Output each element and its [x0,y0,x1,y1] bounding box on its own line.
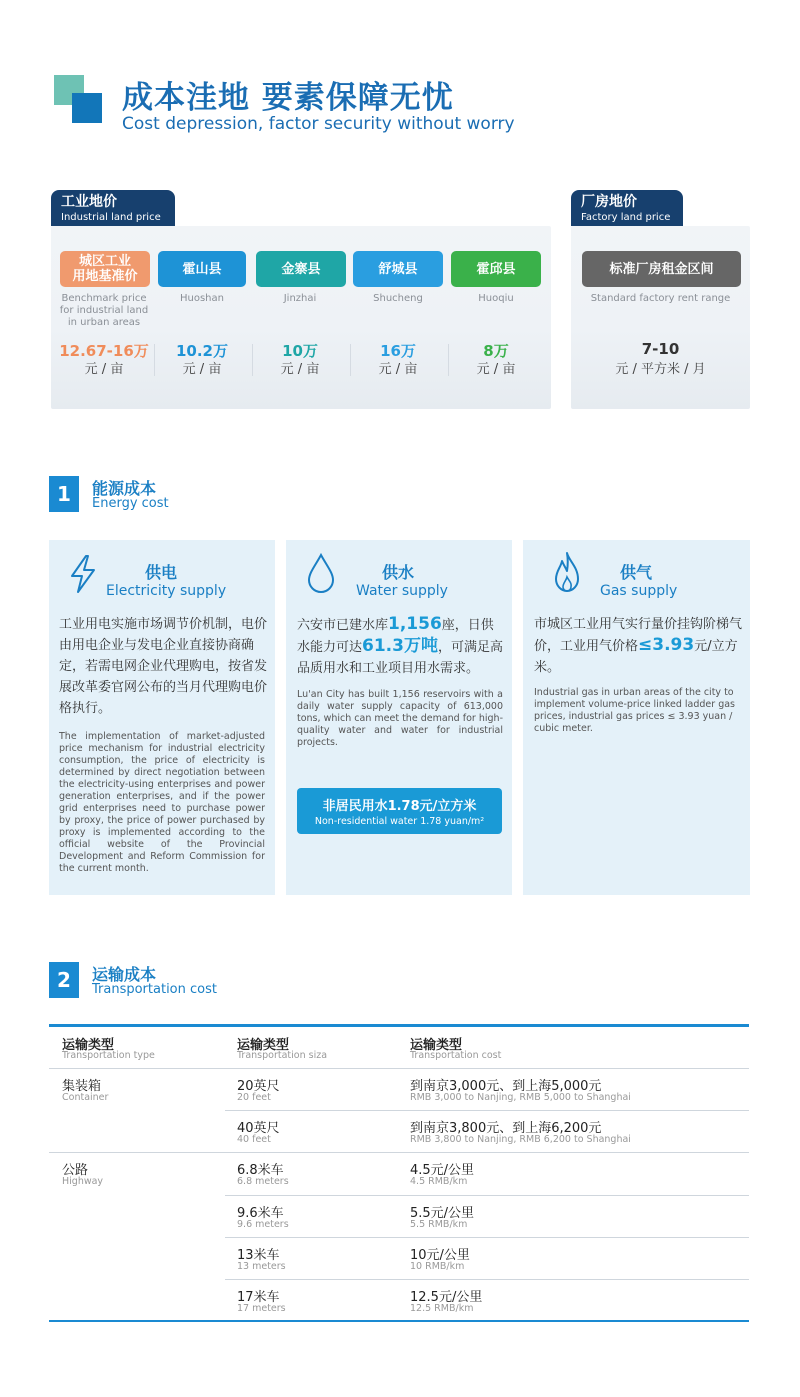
electricity-text-en: The implementation of market-adjusted price mechanism for industrial electricity consumption, the price of electricity is determined by direct negotiation between the electricity-using enterprises and power generation enterprises, and if the power grid enterprises need to purchase power by proxy, the price of power purchased by proxy is implemented according to the official website of the Provincial Development and Reform Commission for the current month. [59,731,265,874]
water-text-a: 六安市已建水库 [297,618,389,633]
transport-cost-en: RMB 3,800 to Nanjing, RMB 6,200 to Shanghai [410,1134,631,1145]
transport-size-cn: 40英尺 [237,1121,280,1136]
table-header-cn: 运输类型 [62,1038,115,1053]
industrial-land-tag-en: Industrial land price [61,212,161,223]
table-row-divider [225,1279,749,1280]
land-divider [252,344,253,376]
transport-title: 运输成本 [92,965,157,984]
land-area-label: Huoshan [180,293,224,304]
transport-size-cn: 9.6米车 [237,1206,284,1221]
transport-size-en: 13 meters [237,1261,286,1272]
transport-size-en: 20 feet [237,1092,271,1103]
water-title: 供水 [382,563,415,582]
factory-rent-box: 标准厂房租金区间 [582,251,741,287]
transport-size-cn: 17米车 [237,1290,280,1305]
land-area-box: 舒城县 [353,251,443,287]
water-price-badge [297,788,502,834]
water-subtitle: Water supply [356,583,448,599]
land-area-box: 城区工业 用地基准价 [60,251,150,287]
table-row-divider [49,1068,749,1069]
water-capacity: 61.3万吨 [362,636,438,656]
factory-land-tag-cn: 厂房地价 [581,194,637,210]
transport-size-cn: 20英尺 [237,1079,280,1094]
table-row-divider [49,1152,749,1153]
energy-title: 能源成本 [92,479,157,498]
page-title: 成本洼地 要素保障无忧 [122,80,454,116]
gas-text-b: 元/立方米。 [534,639,738,675]
table-row-divider [225,1110,749,1111]
electricity-title: 供电 [145,563,178,582]
transport-cost-en: 12.5 RMB/km [410,1303,474,1314]
factory-land-tag [571,190,683,226]
table-header-cn: 运输类型 [237,1038,290,1053]
reservoir-count: 1,156 [388,614,442,634]
transport-type-cn: 公路 [62,1163,89,1178]
land-divider [154,344,155,376]
land-area-label: Benchmark price for industrial land in urban areas [59,293,149,328]
land-price-unit: 元 / 亩 [182,362,222,377]
table-header-en: Transportation type [62,1050,155,1061]
gas-subtitle: Gas supply [600,583,678,599]
transport-subtitle: Transportation cost [92,982,217,997]
land-area-box: 霍邱县 [451,251,541,287]
transport-size-cn: 13米车 [237,1248,280,1263]
transport-size-en: 9.6 meters [237,1219,289,1230]
transport-cost-en: RMB 3,000 to Nanjing, RMB 5,000 to Shanghai [410,1092,631,1103]
water-text-c: ，可满足高品质用水和工业项目用水需求。 [297,640,503,676]
flame-icon [550,551,584,599]
table-header-en: Transportation siza [237,1050,328,1061]
transport-cost-cn: 10元/公里 [410,1248,470,1263]
transport-type-cn: 集装箱 [62,1079,102,1094]
transport-size-cn: 6.8米车 [237,1163,284,1178]
water-text-en: Lu'an City has built 1,156 reservoirs with a daily water supply capacity of 613,000 tons, which can meet the demand for high-quality water and water for industrial projects. [297,689,503,748]
table-row-divider [225,1195,749,1196]
transport-type-en: Highway [62,1176,104,1187]
electricity-subtitle: Electricity supply [106,583,227,599]
industrial-land-tag [51,190,175,226]
gas-text-en: Industrial gas in urban areas of the city to implement volume-price linked ladder gas prices, industrial gas prices ≤ 3.93 yuan / cubic meter. [534,687,736,734]
factory-rent-label: Standard factory rent range [590,293,731,304]
factory-rent-unit: 元 / 平方米 / 月 [615,362,706,377]
land-area-box: 霍山县 [158,251,246,287]
table-header-en: Transportation cost [410,1050,502,1061]
energy-subtitle: Energy cost [92,496,169,511]
land-price-unit: 元 / 亩 [84,362,124,377]
transport-type-en: Container [62,1092,109,1103]
transport-cost-en: 4.5 RMB/km [410,1176,468,1187]
land-price-unit: 元 / 亩 [280,362,320,377]
land-price-unit: 元 / 亩 [476,362,516,377]
land-price-value: 10.2万 [175,342,228,360]
land-price-value: 8万 [483,342,509,360]
gas-text-a: 市城区工业用气实行量价挂钩阶梯气价，工业用气价格 [534,617,743,654]
land-price-unit: 元 / 亩 [378,362,418,377]
table-row-divider [225,1237,749,1238]
land-price-value: 16万 [380,342,416,360]
land-area-label: Jinzhai [283,293,317,304]
water-text-b: 座，日供水能力可达 [297,618,494,655]
section-number-2: 2 [49,962,79,998]
lightning-icon [66,554,100,598]
table-bottom-rule [49,1320,749,1322]
water-text-cn [297,614,505,679]
transport-cost-cn: 到南京3,000元、到上海5,000元 [410,1079,602,1094]
transport-cost-cn: 5.5元/公里 [410,1206,475,1221]
transport-size-en: 6.8 meters [237,1176,289,1187]
transport-cost-en: 5.5 RMB/km [410,1219,468,1230]
gas-title: 供气 [620,563,653,582]
section-number-1: 1 [49,476,79,512]
factory-land-tag-en: Factory land price [581,212,671,223]
page-subtitle: Cost depression, factor security without worry [122,114,515,134]
water-price-cn: 非居民用水1.78元/立方米 [322,799,477,814]
land-area-label: Huoqiu [478,293,514,304]
land-divider [448,344,449,376]
transport-cost-en: 10 RMB/km [410,1261,465,1272]
land-area-box: 金寨县 [256,251,346,287]
water-drop-icon [305,552,337,598]
land-divider [350,344,351,376]
water-price-en: Non-residential water 1.78 yuan/m² [314,816,485,827]
industrial-land-tag-cn: 工业地价 [61,194,117,210]
land-price-value: 12.67-16万 [59,342,149,360]
transport-cost-cn: 12.5元/公里 [410,1290,483,1305]
land-price-value: 10万 [282,342,318,360]
electricity-text-cn: 工业用电实施市场调节价机制，电价由用电企业与发电企业直接协商确定，若需电网企业代理购电，按省发展改革委官网公布的当月代理购电价格执行。 [59,617,268,716]
factory-rent-value: 7-10 [641,340,680,358]
table-header-cn: 运输类型 [410,1038,463,1053]
land-area-label: Shucheng [373,293,423,304]
logo-square-dark [72,93,102,123]
transport-cost-cn: 到南京3,800元、到上海6,200元 [410,1121,602,1136]
table-top-rule [49,1024,749,1027]
transport-cost-cn: 4.5元/公里 [410,1163,475,1178]
transport-size-en: 40 feet [237,1134,271,1145]
gas-price: ≤3.93 [638,635,695,655]
transport-size-en: 17 meters [237,1303,286,1314]
gas-text-cn [534,614,742,678]
